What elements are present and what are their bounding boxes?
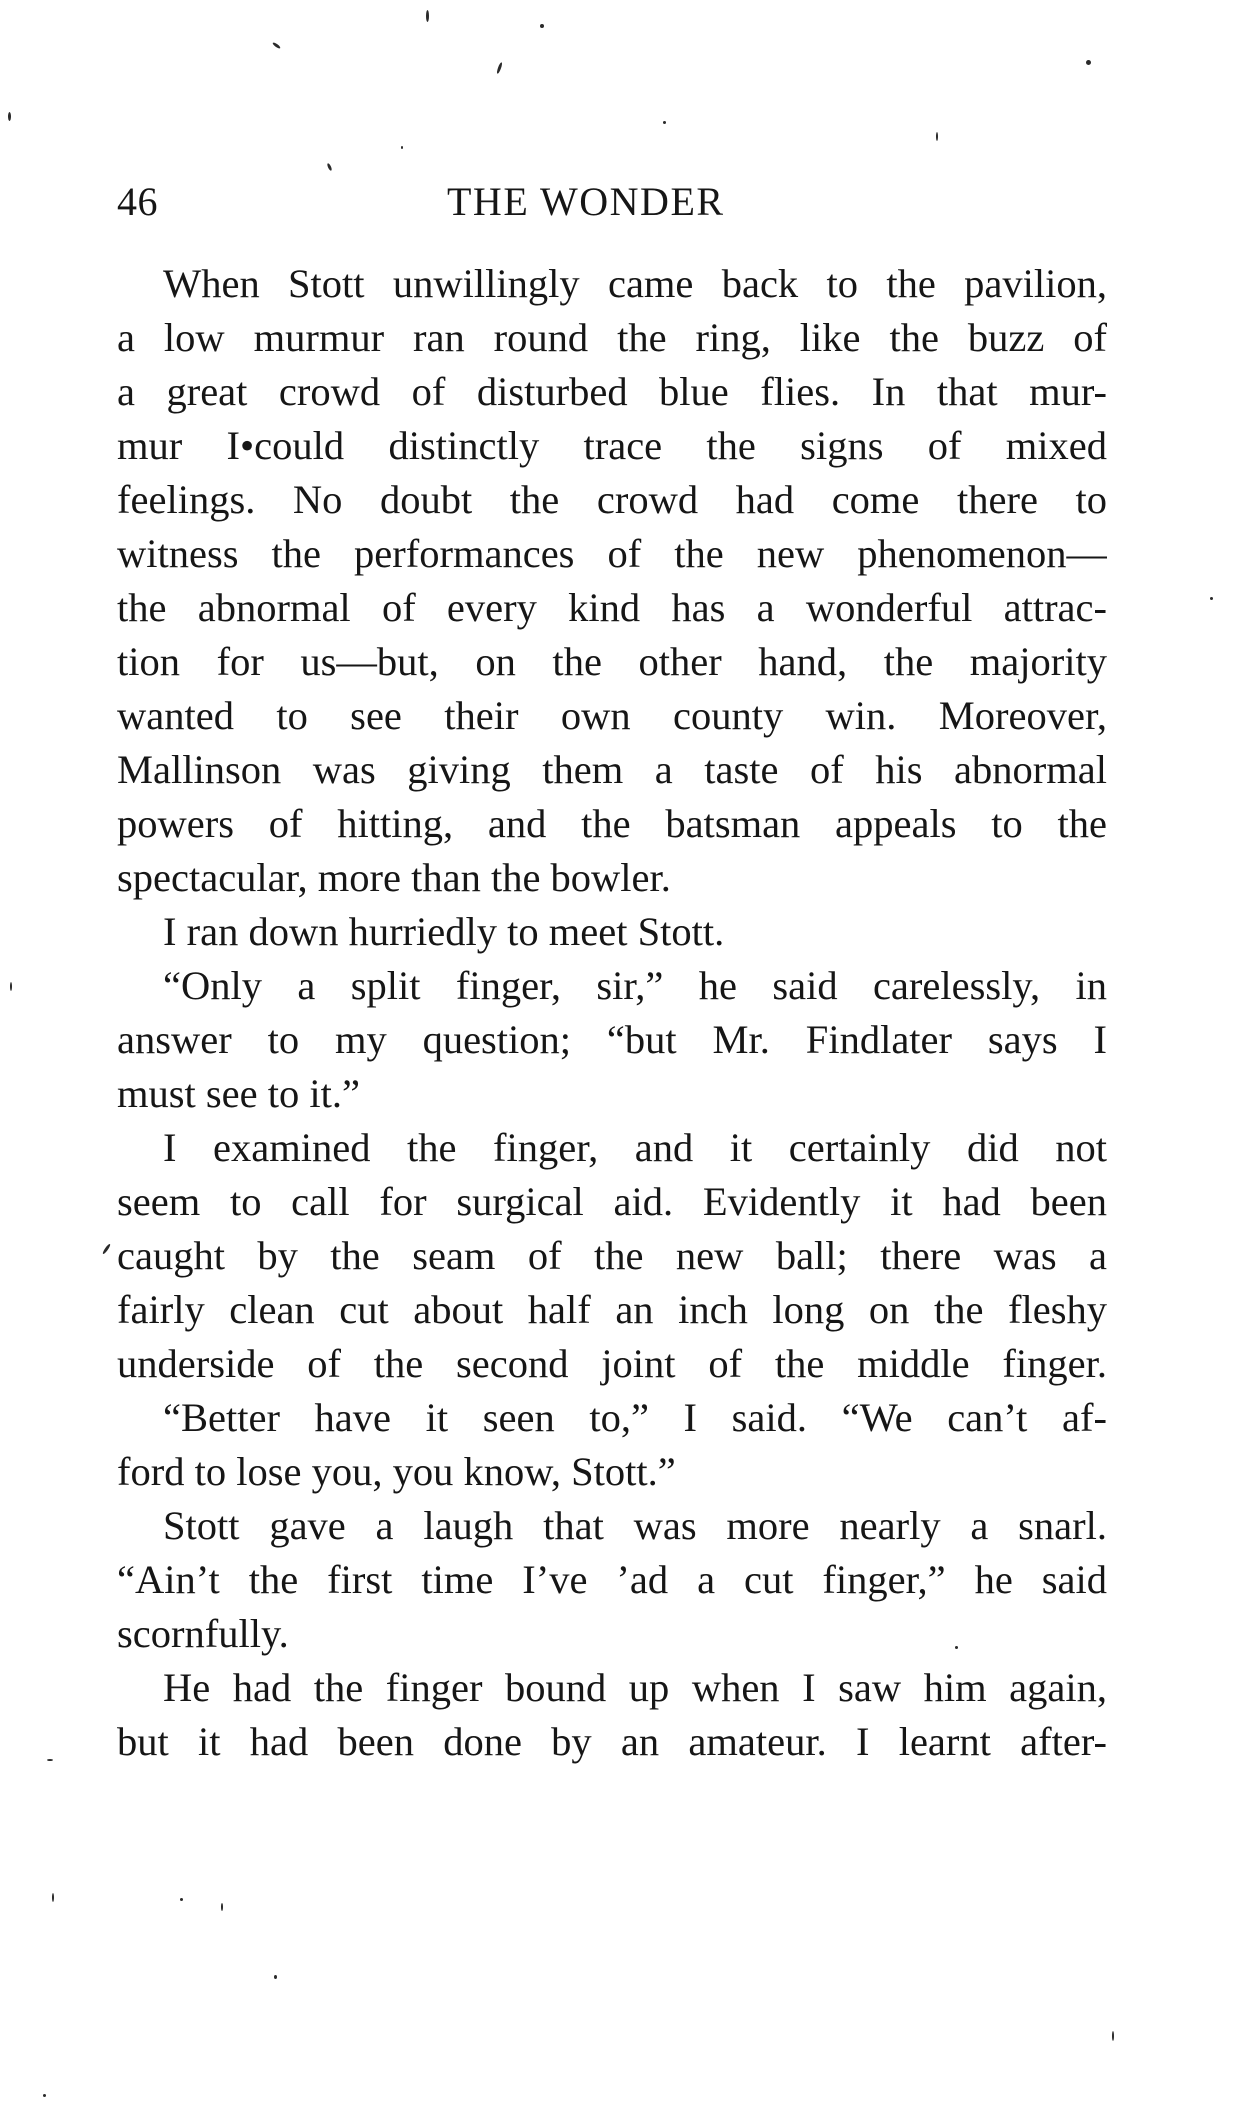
scan-speck bbox=[1210, 597, 1213, 600]
text-line: “Only a split finger, sir,” he said carelessly, in bbox=[163, 963, 1107, 1008]
text-line: He had the finger bound up when I saw him again, bbox=[163, 1665, 1107, 1710]
text-line: tion for us—but, on the other hand, the majority bbox=[117, 639, 1107, 684]
text-line: caught by the seam of the new ball; there was a bbox=[117, 1233, 1107, 1278]
scan-speck bbox=[936, 132, 938, 141]
scan-speck bbox=[47, 1759, 53, 1761]
scan-speck bbox=[180, 1898, 183, 1901]
scan-speck bbox=[326, 163, 332, 172]
text-line: mur I•could distinctly trace the signs of mixed bbox=[117, 423, 1107, 468]
scan-speck bbox=[1112, 2031, 1114, 2041]
text-line: answer to my question; “but Mr. Findlater says I bbox=[117, 1017, 1107, 1062]
text-line: but it had been done by an amateur. I learnt after- bbox=[117, 1719, 1107, 1764]
text-line: Mallinson was giving them a taste of his abnormal bbox=[117, 747, 1107, 792]
text-line: wanted to see their own county win. Moreover, bbox=[117, 693, 1107, 738]
scan-speck bbox=[221, 1903, 223, 1911]
text-line: I examined the finger, and it certainly did not bbox=[163, 1125, 1107, 1170]
body-text bbox=[117, 257, 1107, 1769]
scan-speck bbox=[955, 1646, 958, 1649]
scan-speck bbox=[8, 112, 11, 121]
scan-speck bbox=[540, 24, 544, 28]
scan-speck bbox=[496, 62, 503, 74]
text-line: “Ain’t the first time I’ve ’ad a cut finger,” he said bbox=[117, 1557, 1107, 1602]
scan-speck bbox=[272, 42, 281, 50]
scan-speck bbox=[10, 982, 12, 991]
page-number: 46 bbox=[117, 179, 158, 224]
text-line: feelings. No doubt the crowd had come there to bbox=[117, 477, 1107, 522]
text-line: ford to lose you, you know, Stott.” bbox=[117, 1449, 676, 1494]
text-line: must see to it.” bbox=[117, 1071, 360, 1116]
scan-speck bbox=[1086, 60, 1091, 65]
scan-speck bbox=[401, 146, 403, 149]
text-line: “Better have it seen to,” I said. “We can’t af- bbox=[163, 1395, 1107, 1440]
text-line: spectacular, more than the bowler. bbox=[117, 855, 671, 900]
scan-speck bbox=[663, 121, 666, 124]
text-line: the abnormal of every kind has a wonderful attrac- bbox=[117, 585, 1107, 630]
scan-speck bbox=[102, 1243, 111, 1255]
text-line: powers of hitting, and the batsman appeals to the bbox=[117, 801, 1107, 846]
running-title: THE WONDER bbox=[447, 179, 725, 224]
text-line: scornfully. bbox=[117, 1611, 289, 1656]
page-header bbox=[117, 178, 1107, 234]
text-line: fairly clean cut about half an inch long on the fleshy bbox=[117, 1287, 1107, 1332]
scan-speck bbox=[426, 10, 429, 22]
text-line: When Stott unwillingly came back to the pavilion, bbox=[163, 261, 1107, 306]
text-line: Stott gave a laugh that was more nearly a snarl. bbox=[163, 1503, 1107, 1548]
scan-speck bbox=[274, 1975, 277, 1979]
text-line: witness the performances of the new phenomenon— bbox=[117, 531, 1107, 576]
text-line: a low murmur ran round the ring, like the buzz of bbox=[117, 315, 1107, 360]
text-line: I ran down hurriedly to meet Stott. bbox=[163, 909, 725, 954]
text-line: underside of the second joint of the middle finger. bbox=[117, 1341, 1107, 1386]
text-line: seem to call for surgical aid. Evidently it had been bbox=[117, 1179, 1107, 1224]
scan-speck bbox=[43, 2094, 46, 2097]
text-line: a great crowd of disturbed blue flies. In that mur- bbox=[117, 369, 1107, 414]
scan-speck bbox=[52, 1893, 54, 1902]
